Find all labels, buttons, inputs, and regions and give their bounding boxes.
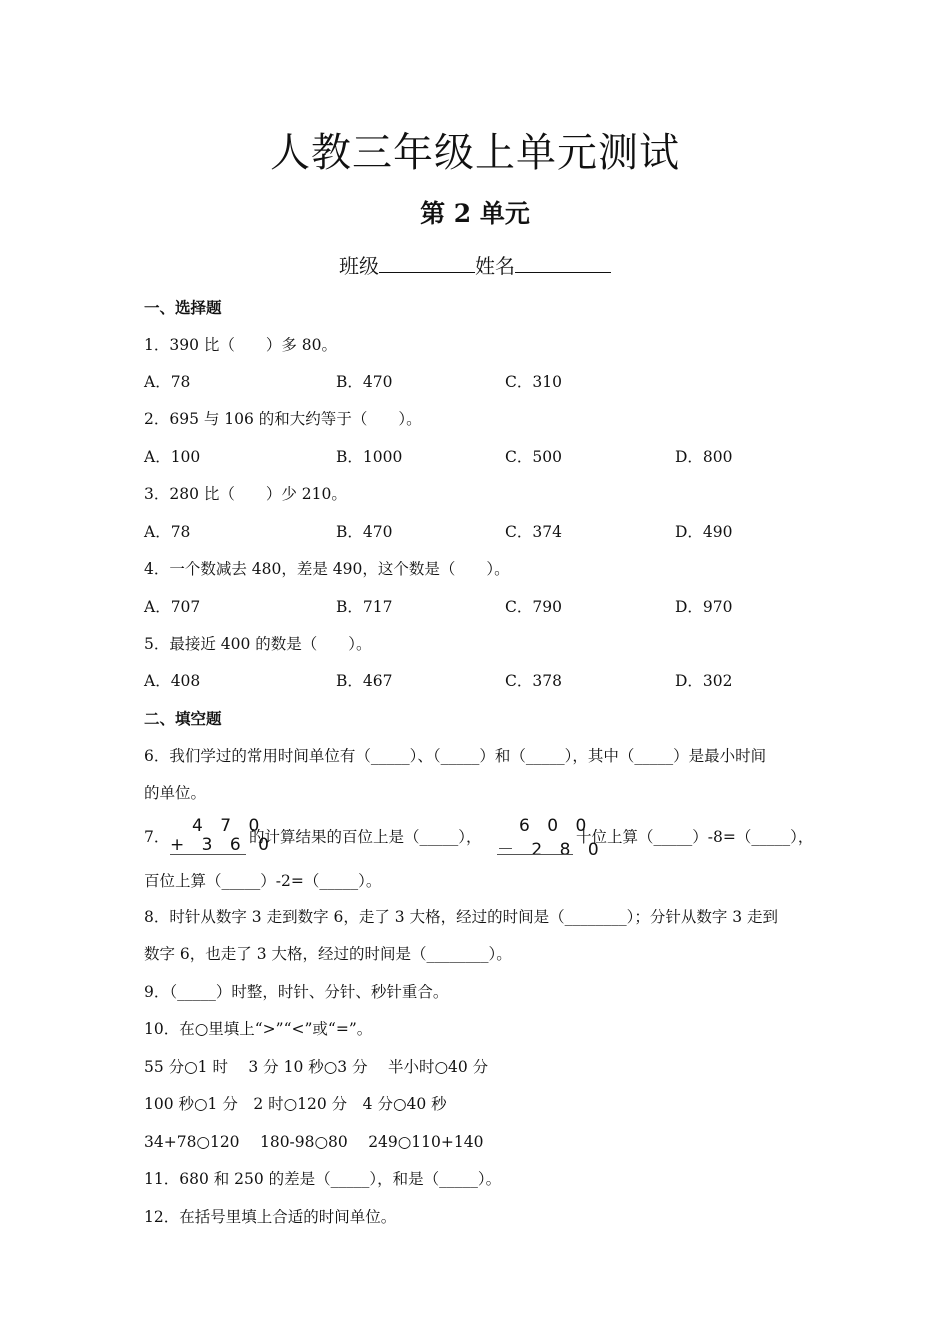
name-label: 姓名 (475, 254, 515, 278)
question-10-row1: 55 分○1 时 3 分 10 秒○3 分 半小时○40 分 (144, 1058, 489, 1076)
question-11: 11．680 和 250 的差是（_____），和是（_____）。 (144, 1170, 502, 1188)
question-3: 3．280 比（ ）少 210。 (144, 485, 347, 503)
q3-option-d[interactable]: D．490 (675, 523, 733, 541)
q4-option-b[interactable]: B．717 (336, 598, 393, 616)
question-5: 5．最接近 400 的数是（ ）。 (144, 635, 372, 653)
vertical-subtraction (497, 816, 605, 860)
question-7-text1: 的计算结果的百位上是（_____）， (249, 828, 482, 846)
q4-option-c[interactable]: C．790 (505, 598, 562, 616)
subtraction-bottom-row: － 2 8 0 (497, 840, 605, 860)
q5-option-b[interactable]: B．467 (336, 672, 393, 690)
q3-option-c[interactable]: C．374 (505, 523, 562, 541)
subtraction-rule (497, 854, 573, 855)
page-title: 人教三年级上单元测试 (270, 130, 680, 176)
question-9: 9．（_____）时整，时针、分针、秒针重合。 (144, 983, 449, 1001)
section-heading-choice: 一、选择题 (144, 299, 222, 317)
q2-option-c[interactable]: C．500 (505, 448, 562, 466)
question-10-row2: 100 秒○1 分 2 时○120 分 4 分○40 秒 (144, 1095, 447, 1113)
q4-option-a[interactable]: A．707 (144, 598, 201, 616)
question-8-line2: 数字 6，也走了 3 大格，经过的时间是（________）。 (144, 945, 512, 963)
q1-option-c[interactable]: C．310 (505, 373, 562, 391)
question-8-line1: 8．时针从数字 3 走到数字 6，走了 3 大格，经过的时间是（________）；分针从数字 3 走到 (144, 908, 779, 926)
class-label: 班级 (339, 254, 379, 278)
question-7-number: 7． (144, 828, 170, 846)
q1-option-b[interactable]: B．470 (336, 373, 393, 391)
vertical-addition (170, 816, 275, 855)
q1-option-a[interactable]: A．78 (144, 373, 191, 391)
class-blank[interactable] (379, 252, 475, 273)
question-10-stem: 10．在○里填上“>”“<”或“=”。 (144, 1020, 373, 1038)
q5-option-a[interactable]: A．408 (144, 672, 201, 690)
q5-option-d[interactable]: D．302 (675, 672, 733, 690)
name-blank[interactable] (515, 252, 611, 273)
student-info-row (0, 252, 950, 280)
q3-option-a[interactable]: A．78 (144, 523, 191, 541)
question-6-line1: 6．我们学过的常用时间单位有（_____）、（_____）和（_____），其中（_____）是最小时间 (144, 747, 767, 765)
addition-top-row: 4 7 0 (192, 816, 266, 836)
question-2: 2．695 与 106 的和大约等于（ ）。 (144, 410, 422, 428)
question-4: 4．一个数减去 480，差是 490，这个数是（ ）。 (144, 560, 510, 578)
q4-option-d[interactable]: D．970 (675, 598, 733, 616)
q2-option-b[interactable]: B．1000 (336, 448, 403, 466)
question-1: 1．390 比（ ）多 80。 (144, 336, 338, 354)
question-7-text2: 十位上算（_____）-8=（_____）， (576, 828, 814, 846)
addition-bottom-row: + 3 6 0 (170, 835, 275, 855)
unit-subtitle: 第 2 单元 (420, 199, 530, 228)
question-10-row3: 34+78○120 180-98○80 249○110+140 (144, 1133, 484, 1151)
q2-option-a[interactable]: A．100 (144, 448, 201, 466)
addition-rule (170, 854, 246, 855)
question-12: 12．在括号里填上合适的时间单位。 (144, 1208, 397, 1226)
question-7-line2: 百位上算（_____）-2=（_____）。 (144, 872, 382, 890)
q3-option-b[interactable]: B．470 (336, 523, 393, 541)
q2-option-d[interactable]: D．800 (675, 448, 733, 466)
question-6-line2: 的单位。 (144, 784, 207, 802)
q5-option-c[interactable]: C．378 (505, 672, 562, 690)
subtraction-top-row: 6 0 0 (519, 816, 593, 836)
section-heading-fill: 二、填空题 (144, 710, 222, 728)
